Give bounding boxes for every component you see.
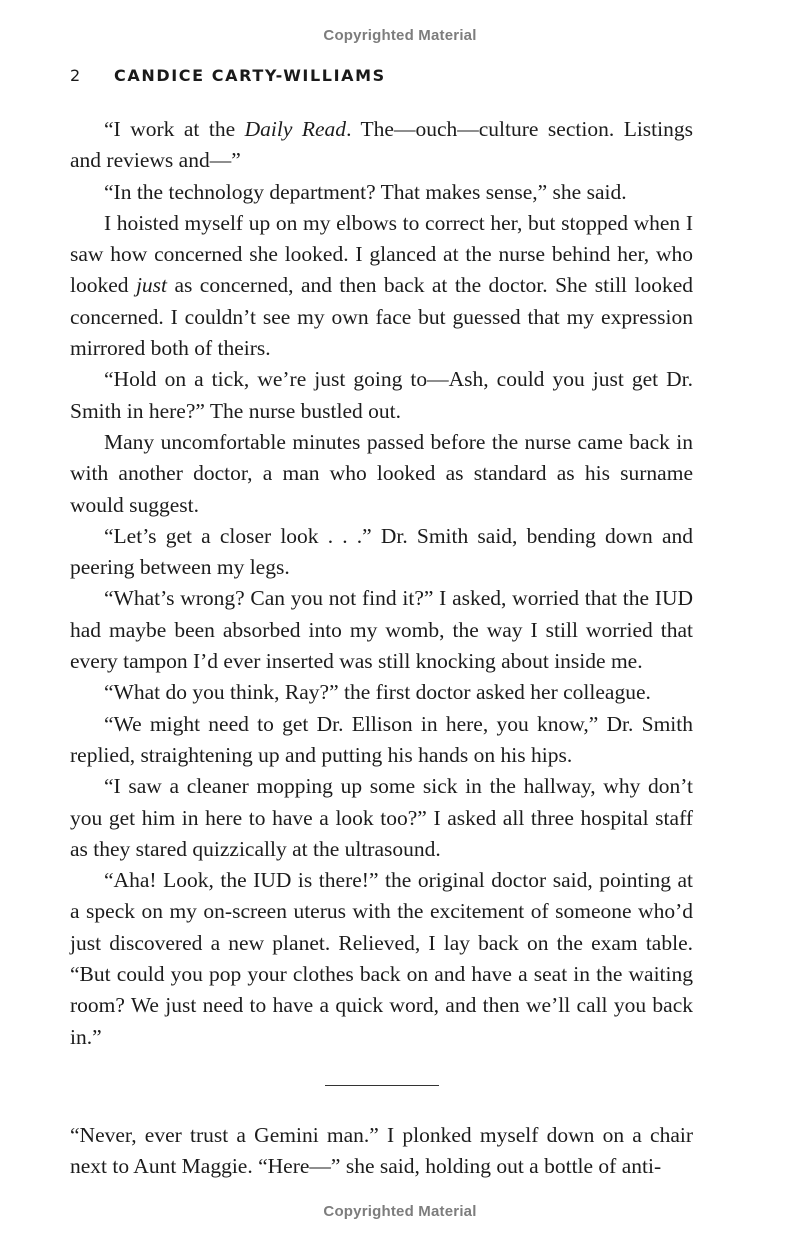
text-run: “I work at the	[104, 117, 245, 141]
paragraph	[70, 208, 693, 364]
paragraph: “We might need to get Dr. Ellison in here, you know,” Dr. Smith replied, straightening up and putting his hands on his hips.	[70, 711, 693, 767]
text-run: . The—ouch—culture section. Listings and reviews and—”	[70, 117, 693, 173]
running-head	[70, 66, 386, 85]
paragraph: “What’s wrong? Can you not find it?” I asked, worried that the IUD had maybe been absorbed into my womb, the way I still worried that every tampon I’d ever inserted was still knocking about inside me.	[70, 586, 693, 674]
paragraph: “Let’s get a closer look . . .” Dr. Smith said, bending down and peering between my legs.	[70, 523, 693, 580]
emphasis: just	[135, 273, 168, 298]
page-body-text	[70, 114, 693, 1183]
copyright-watermark-bottom: Copyrighted Material	[323, 1203, 477, 1220]
publication-title: Daily Read	[244, 117, 347, 141]
text-run: I hoisted myself up on my elbows to correct her, but stopped when I saw how concerned she looked. I glanced at the nurse behind her, who looked	[70, 210, 693, 298]
paragraph	[70, 114, 693, 177]
paragraph: “Aha! Look, the IUD is there!” the original doctor said, pointing at a speck on my on-screen uterus with the excitement of someone who’d just discovered a new planet. Relieved, I lay back on the exam table. “But could you pop your clothes back on and have a seat in the waiting room? We just need to have a quick word, and then we’ll call you back in.”	[70, 868, 693, 1049]
paragraph: “I saw a cleaner mopping up some sick in the hallway, why don’t you get him in here to have a look too?” I asked all three hospital staff as they stared quizzically at the ultrasound.	[70, 774, 693, 861]
text-run: as concerned, and then back at the doctor. She still looked concerned. I couldn’t see my own face but guessed that my expression mirrored both of theirs.	[70, 273, 693, 361]
paragraph: “Never, ever trust a Gemini man.” I plonked myself down on a chair next to Aunt Maggie. “Here—” she said, holding out a bottle of anti-	[70, 1122, 693, 1179]
paragraph: “In the technology department? That makes sense,” she said.	[104, 179, 627, 204]
paragraph: “What do you think, Ray?” the first doctor asked her colleague.	[104, 680, 651, 705]
paragraph: “Hold on a tick, we’re just going to—Ash, could you just get Dr. Smith in here?” The nurse bustled out.	[70, 367, 693, 423]
paragraph: Many uncomfortable minutes passed before the nurse came back in with another doctor, a man who looked as standard as his surname would suggest.	[70, 429, 693, 517]
scene-break-divider	[325, 1085, 439, 1086]
copyright-watermark-top: Copyrighted Material	[323, 27, 477, 44]
page-number: 2	[70, 66, 82, 85]
author-name: CANDICE CARTY-WILLIAMS	[114, 66, 386, 85]
